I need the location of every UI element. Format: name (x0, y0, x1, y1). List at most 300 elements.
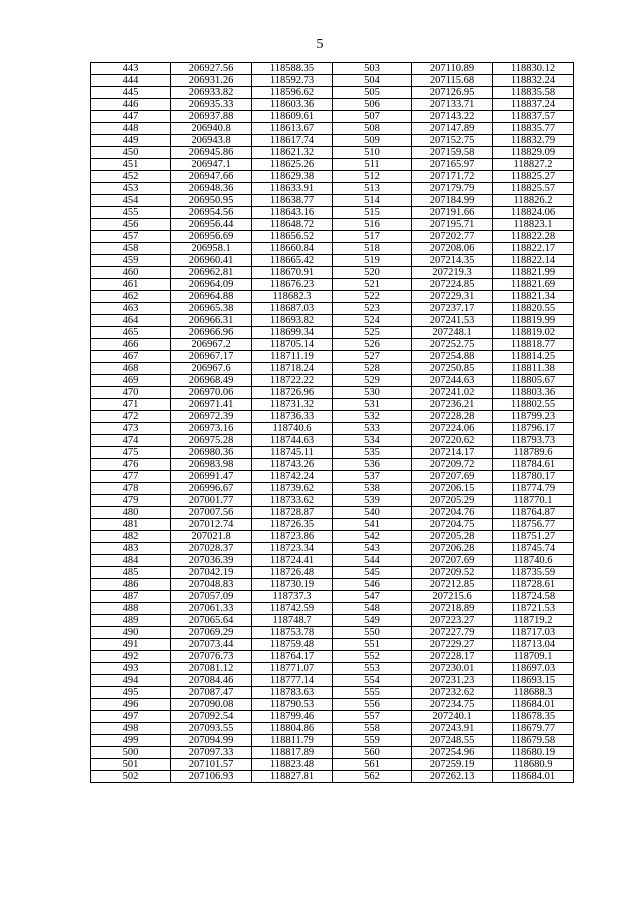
y-coordinate-right-cell: 118832.24 (493, 75, 574, 87)
point-number-left-cell: 467 (91, 351, 171, 363)
x-coordinate-left-cell: 207061.33 (171, 603, 252, 615)
y-coordinate-left-cell: 118726.35 (252, 519, 333, 531)
point-number-left-cell: 483 (91, 543, 171, 555)
table-row (91, 567, 574, 579)
point-number-left-cell: 501 (91, 759, 171, 771)
y-coordinate-right-cell: 118820.55 (493, 303, 574, 315)
x-coordinate-left-cell: 206956.69 (171, 231, 252, 243)
point-number-right-cell: 504 (333, 75, 412, 87)
table-row (91, 291, 574, 303)
x-coordinate-right-cell: 207224.85 (412, 279, 493, 291)
y-coordinate-left-cell: 118705.14 (252, 339, 333, 351)
x-coordinate-right-cell: 207229.31 (412, 291, 493, 303)
point-number-left-cell: 480 (91, 507, 171, 519)
point-number-left-cell: 471 (91, 399, 171, 411)
table-row (91, 543, 574, 555)
x-coordinate-right-cell: 207115.68 (412, 75, 493, 87)
y-coordinate-right-cell: 118805.67 (493, 375, 574, 387)
point-number-left-cell: 476 (91, 459, 171, 471)
x-coordinate-left-cell: 207101.57 (171, 759, 252, 771)
x-coordinate-left-cell: 207076.73 (171, 651, 252, 663)
y-coordinate-right-cell: 118784.61 (493, 459, 574, 471)
point-number-left-cell: 495 (91, 687, 171, 699)
x-coordinate-right-cell: 207248.55 (412, 735, 493, 747)
table-row (91, 171, 574, 183)
x-coordinate-right-cell: 207207.69 (412, 471, 493, 483)
table-row (91, 135, 574, 147)
point-number-right-cell: 535 (333, 447, 412, 459)
table-row (91, 615, 574, 627)
x-coordinate-right-cell: 207224.06 (412, 423, 493, 435)
coordinates-table-body (91, 63, 574, 783)
y-coordinate-right-cell: 118697.03 (493, 663, 574, 675)
point-number-left-cell: 461 (91, 279, 171, 291)
table-row (91, 759, 574, 771)
y-coordinate-left-cell: 118759.48 (252, 639, 333, 651)
table-row (91, 75, 574, 87)
point-number-right-cell: 521 (333, 279, 412, 291)
x-coordinate-left-cell: 206933.82 (171, 87, 252, 99)
x-coordinate-left-cell: 207092.54 (171, 711, 252, 723)
x-coordinate-right-cell: 207259.19 (412, 759, 493, 771)
point-number-right-cell: 520 (333, 267, 412, 279)
x-coordinate-left-cell: 206970.06 (171, 387, 252, 399)
x-coordinate-right-cell: 207214.35 (412, 255, 493, 267)
point-number-left-cell: 469 (91, 375, 171, 387)
x-coordinate-left-cell: 207106.93 (171, 771, 252, 783)
y-coordinate-left-cell: 118592.73 (252, 75, 333, 87)
table-row (91, 699, 574, 711)
x-coordinate-left-cell: 206962.81 (171, 267, 252, 279)
point-number-left-cell: 486 (91, 579, 171, 591)
point-number-right-cell: 560 (333, 747, 412, 759)
point-number-right-cell: 510 (333, 147, 412, 159)
point-number-left-cell: 498 (91, 723, 171, 735)
y-coordinate-right-cell: 118818.77 (493, 339, 574, 351)
table-row (91, 123, 574, 135)
x-coordinate-right-cell: 207152.75 (412, 135, 493, 147)
x-coordinate-right-cell: 207223.27 (412, 615, 493, 627)
x-coordinate-left-cell: 206972.39 (171, 411, 252, 423)
point-number-left-cell: 446 (91, 99, 171, 111)
point-number-left-cell: 468 (91, 363, 171, 375)
point-number-left-cell: 456 (91, 219, 171, 231)
x-coordinate-right-cell: 207244.63 (412, 375, 493, 387)
y-coordinate-right-cell: 118780.17 (493, 471, 574, 483)
point-number-left-cell: 447 (91, 111, 171, 123)
point-number-left-cell: 462 (91, 291, 171, 303)
point-number-right-cell: 541 (333, 519, 412, 531)
x-coordinate-right-cell: 207237.17 (412, 303, 493, 315)
y-coordinate-left-cell: 118739.62 (252, 483, 333, 495)
y-coordinate-right-cell: 118770.1 (493, 495, 574, 507)
x-coordinate-left-cell: 206965.38 (171, 303, 252, 315)
y-coordinate-right-cell: 118814.25 (493, 351, 574, 363)
x-coordinate-left-cell: 207057.09 (171, 591, 252, 603)
x-coordinate-right-cell: 207218.89 (412, 603, 493, 615)
y-coordinate-left-cell: 118742.24 (252, 471, 333, 483)
table-row (91, 351, 574, 363)
y-coordinate-right-cell: 118680.19 (493, 747, 574, 759)
x-coordinate-right-cell: 207236.21 (412, 399, 493, 411)
x-coordinate-left-cell: 206935.33 (171, 99, 252, 111)
y-coordinate-right-cell: 118829.09 (493, 147, 574, 159)
table-row (91, 387, 574, 399)
x-coordinate-right-cell: 207252.75 (412, 339, 493, 351)
point-number-right-cell: 537 (333, 471, 412, 483)
point-number-right-cell: 544 (333, 555, 412, 567)
y-coordinate-left-cell: 118638.77 (252, 195, 333, 207)
point-number-left-cell: 478 (91, 483, 171, 495)
y-coordinate-left-cell: 118670.91 (252, 267, 333, 279)
x-coordinate-left-cell: 206968.49 (171, 375, 252, 387)
point-number-right-cell: 546 (333, 579, 412, 591)
point-number-right-cell: 514 (333, 195, 412, 207)
x-coordinate-left-cell: 206927.56 (171, 63, 252, 75)
x-coordinate-right-cell: 207159.58 (412, 147, 493, 159)
x-coordinate-right-cell: 207143.22 (412, 111, 493, 123)
table-row (91, 183, 574, 195)
point-number-right-cell: 509 (333, 135, 412, 147)
y-coordinate-left-cell: 118740.6 (252, 423, 333, 435)
point-number-left-cell: 481 (91, 519, 171, 531)
y-coordinate-left-cell: 118733.62 (252, 495, 333, 507)
table-row (91, 627, 574, 639)
point-number-left-cell: 452 (91, 171, 171, 183)
x-coordinate-left-cell: 207048.83 (171, 579, 252, 591)
y-coordinate-left-cell: 118665.42 (252, 255, 333, 267)
point-number-right-cell: 505 (333, 87, 412, 99)
table-row (91, 519, 574, 531)
point-number-left-cell: 502 (91, 771, 171, 783)
point-number-left-cell: 490 (91, 627, 171, 639)
x-coordinate-left-cell: 206967.2 (171, 339, 252, 351)
y-coordinate-left-cell: 118728.87 (252, 507, 333, 519)
x-coordinate-left-cell: 207094.99 (171, 735, 252, 747)
y-coordinate-right-cell: 118717.03 (493, 627, 574, 639)
x-coordinate-right-cell: 207209.52 (412, 567, 493, 579)
y-coordinate-right-cell: 118774.79 (493, 483, 574, 495)
point-number-right-cell: 527 (333, 351, 412, 363)
x-coordinate-right-cell: 207205.29 (412, 495, 493, 507)
point-number-right-cell: 552 (333, 651, 412, 663)
y-coordinate-left-cell: 118723.34 (252, 543, 333, 555)
x-coordinate-right-cell: 207171.72 (412, 171, 493, 183)
y-coordinate-right-cell: 118721.53 (493, 603, 574, 615)
y-coordinate-right-cell: 118756.77 (493, 519, 574, 531)
point-number-right-cell: 548 (333, 603, 412, 615)
point-number-right-cell: 557 (333, 711, 412, 723)
table-row (91, 663, 574, 675)
table-row (91, 243, 574, 255)
point-number-right-cell: 538 (333, 483, 412, 495)
x-coordinate-right-cell: 207165.97 (412, 159, 493, 171)
x-coordinate-left-cell: 206991.47 (171, 471, 252, 483)
x-coordinate-left-cell: 206967.6 (171, 363, 252, 375)
point-number-left-cell: 482 (91, 531, 171, 543)
y-coordinate-right-cell: 118693.15 (493, 675, 574, 687)
x-coordinate-left-cell: 206980.36 (171, 447, 252, 459)
point-number-right-cell: 553 (333, 663, 412, 675)
y-coordinate-right-cell: 118688.3 (493, 687, 574, 699)
y-coordinate-right-cell: 118796.17 (493, 423, 574, 435)
table-row (91, 159, 574, 171)
x-coordinate-right-cell: 207254.88 (412, 351, 493, 363)
x-coordinate-right-cell: 207208.06 (412, 243, 493, 255)
x-coordinate-left-cell: 206966.96 (171, 327, 252, 339)
point-number-right-cell: 529 (333, 375, 412, 387)
point-number-left-cell: 443 (91, 63, 171, 75)
y-coordinate-right-cell: 118826.2 (493, 195, 574, 207)
y-coordinate-right-cell: 118684.01 (493, 771, 574, 783)
point-number-left-cell: 500 (91, 747, 171, 759)
point-number-right-cell: 561 (333, 759, 412, 771)
point-number-right-cell: 533 (333, 423, 412, 435)
y-coordinate-right-cell: 118735.59 (493, 567, 574, 579)
y-coordinate-left-cell: 118722.22 (252, 375, 333, 387)
point-number-right-cell: 554 (333, 675, 412, 687)
table-row (91, 603, 574, 615)
x-coordinate-left-cell: 206937.88 (171, 111, 252, 123)
point-number-left-cell: 444 (91, 75, 171, 87)
y-coordinate-right-cell: 118832.79 (493, 135, 574, 147)
y-coordinate-right-cell: 118835.77 (493, 123, 574, 135)
table-row (91, 507, 574, 519)
table-row (91, 339, 574, 351)
x-coordinate-right-cell: 207234.75 (412, 699, 493, 711)
y-coordinate-right-cell: 118824.06 (493, 207, 574, 219)
y-coordinate-right-cell: 118821.69 (493, 279, 574, 291)
point-number-left-cell: 457 (91, 231, 171, 243)
table-row (91, 87, 574, 99)
x-coordinate-left-cell: 206947.1 (171, 159, 252, 171)
y-coordinate-left-cell: 118613.67 (252, 123, 333, 135)
x-coordinate-right-cell: 207262.13 (412, 771, 493, 783)
x-coordinate-left-cell: 206954.56 (171, 207, 252, 219)
x-coordinate-left-cell: 206964.88 (171, 291, 252, 303)
point-number-left-cell: 491 (91, 639, 171, 651)
y-coordinate-left-cell: 118804.86 (252, 723, 333, 735)
y-coordinate-right-cell: 118822.17 (493, 243, 574, 255)
point-number-right-cell: 549 (333, 615, 412, 627)
page-number: 5 (316, 37, 324, 52)
x-coordinate-right-cell: 207206.15 (412, 483, 493, 495)
table-row (91, 231, 574, 243)
y-coordinate-right-cell: 118679.77 (493, 723, 574, 735)
table-row (91, 687, 574, 699)
point-number-right-cell: 519 (333, 255, 412, 267)
x-coordinate-left-cell: 207097.33 (171, 747, 252, 759)
point-number-left-cell: 493 (91, 663, 171, 675)
table-row (91, 111, 574, 123)
point-number-left-cell: 496 (91, 699, 171, 711)
y-coordinate-left-cell: 118726.96 (252, 387, 333, 399)
point-number-left-cell: 479 (91, 495, 171, 507)
point-number-right-cell: 556 (333, 699, 412, 711)
x-coordinate-right-cell: 207241.02 (412, 387, 493, 399)
x-coordinate-right-cell: 207212.85 (412, 579, 493, 591)
coordinates-table (90, 62, 574, 783)
x-coordinate-right-cell: 207147.89 (412, 123, 493, 135)
x-coordinate-right-cell: 207179.79 (412, 183, 493, 195)
table-row (91, 459, 574, 471)
y-coordinate-left-cell: 118617.74 (252, 135, 333, 147)
table-row (91, 531, 574, 543)
table-row (91, 315, 574, 327)
point-number-right-cell: 508 (333, 123, 412, 135)
y-coordinate-right-cell: 118822.28 (493, 231, 574, 243)
x-coordinate-left-cell: 206945.86 (171, 147, 252, 159)
point-number-left-cell: 489 (91, 615, 171, 627)
point-number-left-cell: 459 (91, 255, 171, 267)
table-row (91, 99, 574, 111)
y-coordinate-right-cell: 118679.58 (493, 735, 574, 747)
y-coordinate-right-cell: 118837.24 (493, 99, 574, 111)
x-coordinate-left-cell: 206958.1 (171, 243, 252, 255)
table-row (91, 711, 574, 723)
y-coordinate-right-cell: 118823.1 (493, 219, 574, 231)
y-coordinate-right-cell: 118728.61 (493, 579, 574, 591)
point-number-right-cell: 558 (333, 723, 412, 735)
y-coordinate-left-cell: 118682.3 (252, 291, 333, 303)
y-coordinate-left-cell: 118736.33 (252, 411, 333, 423)
x-coordinate-left-cell: 206964.09 (171, 279, 252, 291)
point-number-right-cell: 545 (333, 567, 412, 579)
point-number-right-cell: 559 (333, 735, 412, 747)
x-coordinate-right-cell: 207126.95 (412, 87, 493, 99)
x-coordinate-left-cell: 206971.41 (171, 399, 252, 411)
table-row (91, 207, 574, 219)
table-row (91, 279, 574, 291)
x-coordinate-right-cell: 207228.17 (412, 651, 493, 663)
y-coordinate-right-cell: 118678.35 (493, 711, 574, 723)
y-coordinate-right-cell: 118789.6 (493, 447, 574, 459)
point-number-left-cell: 454 (91, 195, 171, 207)
point-number-left-cell: 449 (91, 135, 171, 147)
point-number-right-cell: 555 (333, 687, 412, 699)
point-number-left-cell: 497 (91, 711, 171, 723)
y-coordinate-left-cell: 118676.23 (252, 279, 333, 291)
point-number-right-cell: 511 (333, 159, 412, 171)
table-row (91, 327, 574, 339)
point-number-left-cell: 465 (91, 327, 171, 339)
x-coordinate-right-cell: 207241.53 (412, 315, 493, 327)
y-coordinate-right-cell: 118835.58 (493, 87, 574, 99)
x-coordinate-right-cell: 207204.76 (412, 507, 493, 519)
y-coordinate-left-cell: 118629.38 (252, 171, 333, 183)
table-row (91, 591, 574, 603)
y-coordinate-left-cell: 118643.16 (252, 207, 333, 219)
table-row (91, 147, 574, 159)
y-coordinate-right-cell: 118822.14 (493, 255, 574, 267)
x-coordinate-right-cell: 207206.28 (412, 543, 493, 555)
point-number-left-cell: 466 (91, 339, 171, 351)
point-number-right-cell: 551 (333, 639, 412, 651)
point-number-right-cell: 532 (333, 411, 412, 423)
point-number-right-cell: 506 (333, 99, 412, 111)
point-number-left-cell: 450 (91, 147, 171, 159)
point-number-right-cell: 503 (333, 63, 412, 75)
x-coordinate-left-cell: 207087.47 (171, 687, 252, 699)
x-coordinate-left-cell: 207090.08 (171, 699, 252, 711)
y-coordinate-left-cell: 118742.59 (252, 603, 333, 615)
x-coordinate-right-cell: 207219.3 (412, 267, 493, 279)
point-number-right-cell: 507 (333, 111, 412, 123)
point-number-right-cell: 539 (333, 495, 412, 507)
y-coordinate-right-cell: 118713.04 (493, 639, 574, 651)
x-coordinate-left-cell: 207093.55 (171, 723, 252, 735)
point-number-left-cell: 460 (91, 267, 171, 279)
y-coordinate-left-cell: 118737.3 (252, 591, 333, 603)
y-coordinate-left-cell: 118748.7 (252, 615, 333, 627)
y-coordinate-left-cell: 118723.86 (252, 531, 333, 543)
table-row (91, 423, 574, 435)
point-number-right-cell: 524 (333, 315, 412, 327)
x-coordinate-left-cell: 207012.74 (171, 519, 252, 531)
x-coordinate-left-cell: 207042.19 (171, 567, 252, 579)
y-coordinate-left-cell: 118764.17 (252, 651, 333, 663)
y-coordinate-left-cell: 118699.34 (252, 327, 333, 339)
x-coordinate-left-cell: 206948.36 (171, 183, 252, 195)
y-coordinate-left-cell: 118718.24 (252, 363, 333, 375)
point-number-right-cell: 516 (333, 219, 412, 231)
x-coordinate-left-cell: 207028.37 (171, 543, 252, 555)
table-row (91, 483, 574, 495)
point-number-left-cell: 487 (91, 591, 171, 603)
x-coordinate-left-cell: 207081.12 (171, 663, 252, 675)
point-number-right-cell: 540 (333, 507, 412, 519)
point-number-right-cell: 525 (333, 327, 412, 339)
table-row (91, 435, 574, 447)
x-coordinate-right-cell: 207195.71 (412, 219, 493, 231)
y-coordinate-left-cell: 118633.91 (252, 183, 333, 195)
table-row (91, 771, 574, 783)
y-coordinate-left-cell: 118743.26 (252, 459, 333, 471)
x-coordinate-left-cell: 206966.31 (171, 315, 252, 327)
y-coordinate-left-cell: 118744.63 (252, 435, 333, 447)
y-coordinate-right-cell: 118830.12 (493, 63, 574, 75)
x-coordinate-left-cell: 207069.29 (171, 627, 252, 639)
y-coordinate-right-cell: 118819.99 (493, 315, 574, 327)
point-number-right-cell: 536 (333, 459, 412, 471)
point-number-right-cell: 528 (333, 363, 412, 375)
point-number-left-cell: 445 (91, 87, 171, 99)
y-coordinate-right-cell: 118724.58 (493, 591, 574, 603)
table-row (91, 639, 574, 651)
y-coordinate-left-cell: 118753.78 (252, 627, 333, 639)
y-coordinate-left-cell: 118799.46 (252, 711, 333, 723)
y-coordinate-left-cell: 118771.07 (252, 663, 333, 675)
point-number-left-cell: 474 (91, 435, 171, 447)
x-coordinate-right-cell: 207250.85 (412, 363, 493, 375)
x-coordinate-right-cell: 207230.01 (412, 663, 493, 675)
y-coordinate-right-cell: 118821.99 (493, 267, 574, 279)
y-coordinate-right-cell: 118837.57 (493, 111, 574, 123)
x-coordinate-right-cell: 207243.91 (412, 723, 493, 735)
table-row (91, 411, 574, 423)
y-coordinate-left-cell: 118687.03 (252, 303, 333, 315)
point-number-left-cell: 484 (91, 555, 171, 567)
x-coordinate-right-cell: 207228.28 (412, 411, 493, 423)
point-number-left-cell: 458 (91, 243, 171, 255)
y-coordinate-left-cell: 118730.19 (252, 579, 333, 591)
point-number-right-cell: 547 (333, 591, 412, 603)
y-coordinate-left-cell: 118596.62 (252, 87, 333, 99)
table-row (91, 375, 574, 387)
point-number-left-cell: 464 (91, 315, 171, 327)
x-coordinate-right-cell: 207229.27 (412, 639, 493, 651)
table-row (91, 651, 574, 663)
